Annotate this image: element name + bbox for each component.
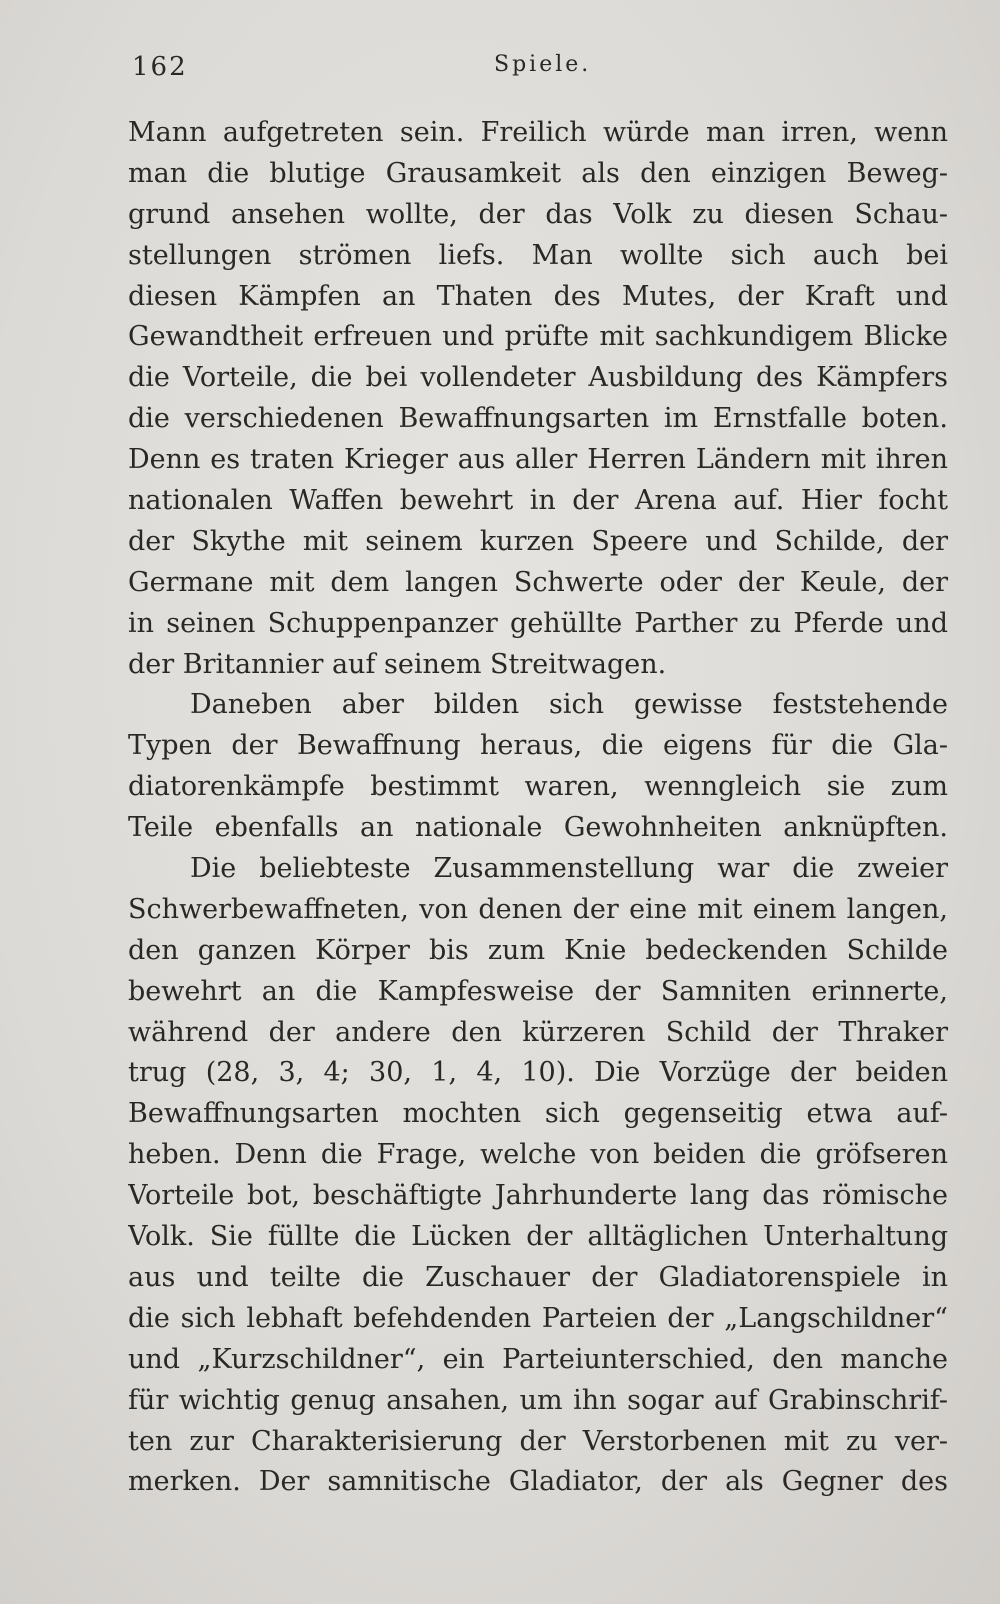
- text-line: für wichtig genug ansahen, um ihn sogar auf Grabinschrif-: [128, 1384, 948, 1416]
- text-line: ten zur Charakterisierung der Verstorbenen mit zu ver-: [128, 1425, 948, 1457]
- text-line: trug (28, 3, 4; 30, 1, 4, 10). Die Vorzüge der beiden: [128, 1057, 948, 1089]
- text-line: und „Kurzschildner“, ein Parteiunterschied, den manche: [128, 1343, 948, 1375]
- body-text: [128, 113, 948, 1503]
- text-line: der Britannier auf seinem Streitwagen.: [128, 648, 667, 680]
- text-line: Denn es traten Krieger aus aller Herren Ländern mit ihren: [128, 444, 948, 476]
- text-line: Daneben aber bilden sich gewisse feststehende: [190, 689, 948, 721]
- text-line: grund ansehen wollte, der das Volk zu diesen Schau-: [128, 198, 948, 230]
- text-line: den ganzen Körper bis zum Knie bedeckenden Schilde: [128, 934, 948, 966]
- running-head: Spiele.: [494, 52, 592, 77]
- text-line: Vorteile bot, beschäftigte Jahrhunderte lang das römische: [128, 1180, 948, 1212]
- text-line: heben. Denn die Frage, welche von beiden die gröfseren: [128, 1139, 948, 1171]
- text-line: die Vorteile, die bei vollendeter Ausbildung des Kämpfers: [128, 362, 948, 394]
- text-line: Mann aufgetreten sein. Freilich würde man irren, wenn: [128, 117, 948, 148]
- text-line: man die blutige Grausamkeit als den einzigen Beweg-: [128, 157, 948, 189]
- text-line: merken. Der samnitische Gladiator, der als Gegner des: [128, 1466, 948, 1498]
- text-line: Die beliebteste Zusammenstellung war die zweier: [190, 853, 948, 885]
- text-line: Germane mit dem langen Schwerte oder der Keule, der: [128, 566, 948, 598]
- text-line: diesen Kämpfen an Thaten des Mutes, der Kraft und: [128, 280, 948, 312]
- text-line: Teile ebenfalls an nationale Gewohnheiten anknüpften.: [128, 812, 948, 844]
- page-header: [0, 0, 1000, 110]
- text-line: Gewandtheit erfreuen und prüfte mit sachkundigem Blicke: [128, 321, 948, 353]
- text-line: Volk. Sie füllte die Lücken der alltäglichen Unterhaltung: [128, 1221, 948, 1253]
- page-number: 162: [132, 52, 188, 82]
- text-line: Schwerbewaffneten, von denen der eine mit einem langen,: [128, 893, 948, 925]
- text-line: die sich lebhaft befehdenden Parteien der „Langschildner“: [128, 1302, 948, 1334]
- text-line: nationalen Waffen bewehrt in der Arena auf. Hier focht: [128, 485, 948, 517]
- text-line: in seinen Schuppenpanzer gehüllte Parther zu Pferde und: [128, 607, 948, 639]
- text-line: diatorenkämpfe bestimmt waren, wenngleich sie zum: [128, 771, 948, 803]
- text-line: Typen der Bewaffnung heraus, die eigens für die Gla-: [128, 730, 948, 762]
- text-line: bewehrt an die Kampfesweise der Samniten erinnerte,: [128, 975, 948, 1007]
- text-line: die verschiedenen Bewaffnungsarten im Ernstfalle boten.: [128, 403, 948, 435]
- text-line: während der andere den kürzeren Schild der Thraker: [128, 1016, 948, 1048]
- text-line: aus und teilte die Zuschauer der Gladiatorenspiele in: [128, 1261, 948, 1293]
- text-line: stellungen strömen liefs. Man wollte sich auch bei: [128, 239, 948, 271]
- text-line: der Skythe mit seinem kurzen Speere und Schilde, der: [128, 525, 948, 557]
- text-line: Bewaffnungsarten mochten sich gegenseitig etwa auf-: [128, 1098, 948, 1130]
